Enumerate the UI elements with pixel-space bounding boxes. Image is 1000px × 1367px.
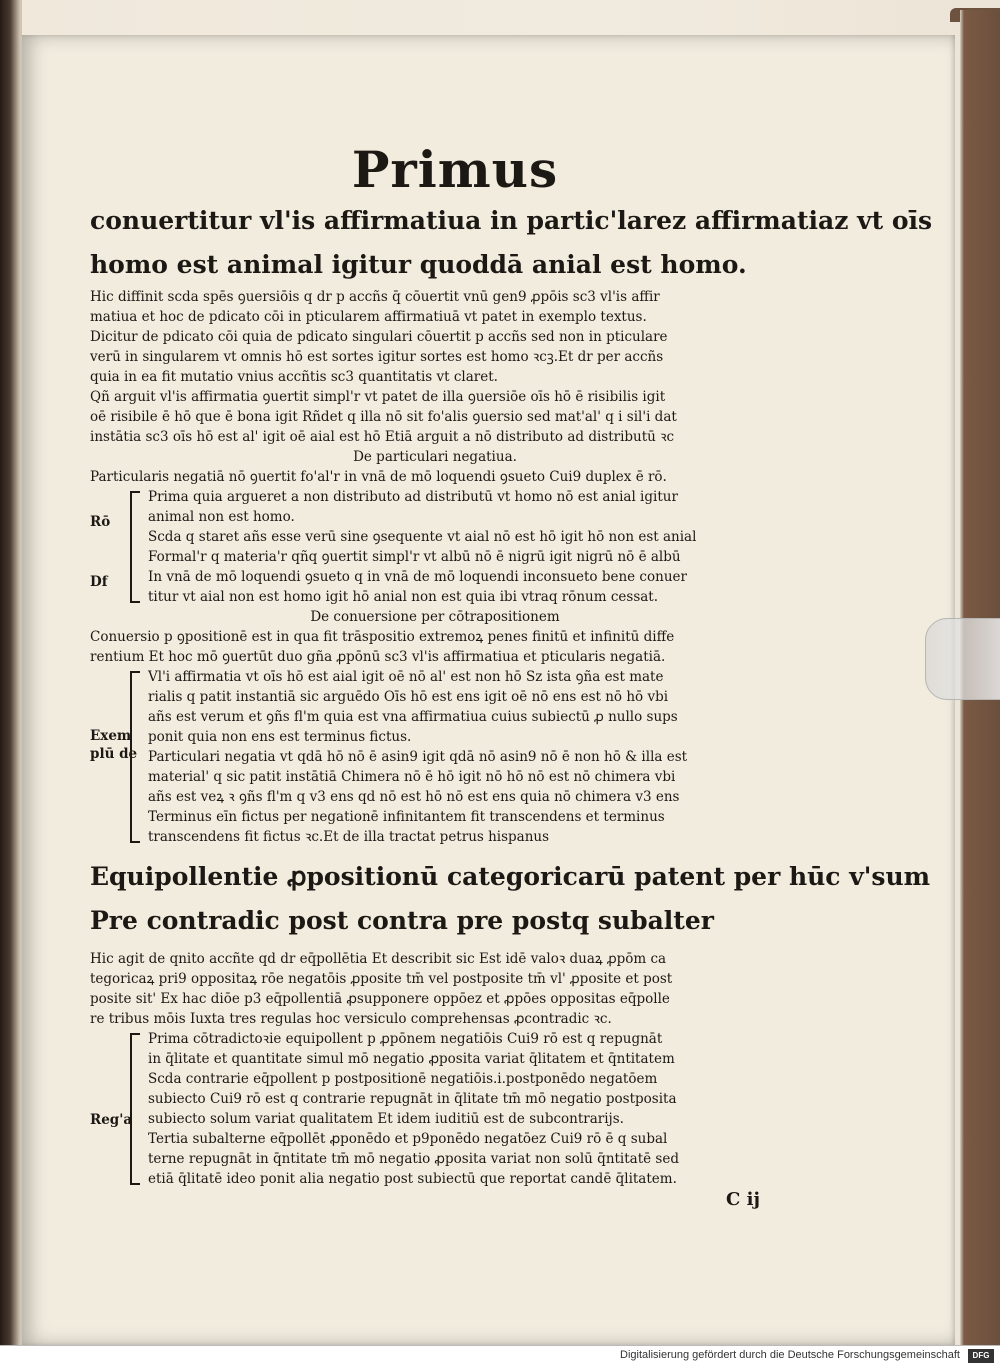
margin-gloss: Df	[90, 574, 108, 590]
text-line: Hic agit de qnito accñte qd dr eq̄pollētia Et describit sic Est idē valoꝛ duaꝝ ꝓpōm ca	[90, 951, 667, 967]
bracket-block-2	[90, 667, 780, 847]
text-line: Qñ arguit vl'is affirmatia ꝯuertit simpl'r vt patet de illa ꝯuersiōe oīs hō ē risibilis igit	[90, 389, 666, 405]
text-line: matiua et hoc de pdicato cōi in pticularem affirmatiuā vt patet in exemplo textus.	[90, 309, 647, 325]
bracket-block-1	[90, 487, 780, 607]
text-line: Prima quia argueret a non distributo ad distributū vt homo nō est anial igitur	[148, 489, 678, 505]
margin-gloss: Reg'a	[90, 1112, 133, 1128]
text-line: Conuersio p ꝯpositionē est in qua fit trāspositio extremoꝝ penes finitū et infinitū diffe	[90, 629, 675, 645]
subheading-particular-negative: De particulari negatiua.	[353, 449, 517, 465]
text-line: rialis q patit instantiā sic arguēdo Oīs hō est ens igit oē nō ens est nō hō vbi	[148, 689, 669, 705]
text-line: Prima cōtradictoꝛie equipollent p ꝓpōnem negatiōis Cui9 rō est q repugnāt	[148, 1031, 663, 1047]
bracket-block-3	[90, 1029, 780, 1189]
text-line: etiā q̄litatē ideo ponit alia negatio post subiectū que reportat candē q̄litatem.	[148, 1171, 677, 1187]
margin-gloss: Rō	[90, 514, 111, 530]
text-line: Scda contrarie eq̄pollent p postpositionē negatiōis.i.postponēdo negatōem	[148, 1071, 658, 1087]
text-line: subiecto solum variat qualitatem Et idem iuditiū est de subcontrarijs.	[148, 1111, 624, 1127]
text-line: re tribus mōis Iuxta tres regulas hoc versiculo comprehensas ꝓcontradic ꝛc.	[90, 1011, 612, 1027]
equipollence-line-2: Pre contradic post contra pre postq subalter	[90, 906, 714, 935]
text-line: titur vt aial non est homo igit hō anial non est quia ibi vtraq rōnum cessat.	[148, 589, 659, 605]
text-line: Tertia subalterne eq̄pollēt ꝓponēdo et p9ponēdo negatōez Cui9 rō ē q subal	[148, 1131, 668, 1147]
text-line: añs est veꝝ ꝛ ꝯñs fl'm q v3 ens qd nō est hō nō est ens quia nō chimera v3 ens	[148, 789, 680, 805]
paragraph-5	[90, 949, 780, 1029]
dfg-logo-icon: DFG	[968, 1349, 994, 1363]
text-line: posite sit' Ex hac diōe p3 eq̄pollentiā ꝓsupponere oppōez et ꝓpōes oppositas eq̄polle	[90, 991, 670, 1007]
text-line: terne repugnāt in q̄ntitate tm̄ mō negatio ꝓposita variat non solū q̄ntitatē sed	[148, 1151, 679, 1167]
margin-gloss: Exem plū de	[90, 728, 138, 762]
text-line: in q̄litate et quantitate simul mō negatio ꝓposita variat q̄litatem et q̄ntitatem	[148, 1051, 675, 1067]
text-line: instātia sc3 oīs hō est al' igit oē aial est hō Etiā arguit a nō distributo ad distributū ꝛc	[90, 429, 675, 445]
funding-credit: Digitalisierung gefördert durch die Deutsche Forschungsgemeinschaft	[620, 1349, 960, 1361]
text-line: Particulari negatia vt qdā hō nō ē asin9 igit qdā nō asin9 nō ē non hō & illa est	[148, 749, 688, 765]
left-page-edge	[0, 0, 22, 1345]
signature-mark: C ij	[726, 1189, 760, 1210]
bracket	[130, 1033, 140, 1185]
conversion-line-2: homo est animal igitur quoddā anial est homo.	[90, 250, 747, 279]
text-line: añs est verum et ꝯñs fl'm quia est vna affirmatiua cuius subiectū ꝓ nullo sups	[148, 709, 678, 725]
paragraph-2	[90, 387, 780, 447]
text-line: subiecto Cui9 rō est q contrarie repugnāt in q̄litate tm̄ mō negatio postposita	[148, 1091, 677, 1107]
text-line: Particularis negatiā nō ꝯuertit fo'al'r in vnā de mō loquendi ꝯsueto Cui9 duplex ē rō.	[90, 469, 667, 485]
conversion-line-1: conuertitur vl'is affirmatiua in partic'larez affirmatiaz vt oīs	[90, 206, 933, 235]
page-text	[90, 140, 933, 1210]
text-line: tegoricaꝝ pri9 oppositaꝝ rōe negatōis ꝓposite tm̄ vel postposite tm̄ vl' ꝓposite et post	[90, 971, 673, 987]
text-line: Formal'r q materia'r qñq ꝯuertit simpl'r vt albū nō ē nigrū igit nigrū nō ē albū	[148, 549, 681, 565]
text-line: Scda q staret añs esse verū sine ꝯsequente vt aial nō est hō igit hō non est anial	[148, 529, 697, 545]
footer-bar	[0, 1345, 1000, 1367]
paragraph-1	[90, 287, 780, 387]
text-line: Hic diffinit scda spēs ꝯuersiōis q dr p accñs q̄ cōuertit vnū gen9 ꝓpōis sc3 vl'is affir	[90, 289, 660, 305]
subheading-contraposition: De conuersione per cōtrapositionem	[310, 609, 560, 625]
equipollence-line-1: Equipollentie ꝓpositionū categoricarū patent per hūc v'sum	[90, 862, 931, 891]
page-heading: Primus	[351, 140, 559, 199]
page-clip	[925, 618, 1000, 700]
text-line: verū in singularem vt omnis hō est sortes igitur sortes est homo ꝛcꝫ.Et dr per accñs	[90, 349, 664, 365]
text-line: transcendens fit fictus ꝛc.Et de illa tractat petrus hispanus	[148, 829, 550, 845]
text-line: material' q sic patit instātiā Chimera nō ē hō igit nō hō nō est nō chimera vbi	[148, 769, 676, 785]
text-line: Terminus eīn fictus per negationē infinitantem fit transcendens et terminus	[148, 809, 665, 825]
text-line: animal non est homo.	[148, 509, 295, 525]
text-line: quia in ea fit mutatio vnius accñtis sc3 quantitatis vt claret.	[90, 369, 498, 385]
text-line: Dicitur de pdicato cōi quia de pdicato singulari cōuertit p accñs sed non in pticulare	[90, 329, 668, 345]
text-line: In vnā de mō loquendi ꝯsueto q in vnā de mō loquendi inconsueto bene conuer	[148, 569, 687, 585]
text-line: rentium Et hoc mō ꝯuertūt duo gña ꝓpōnū sc3 vl'is affirmatiua et pticularis negatiā.	[90, 649, 666, 665]
text-line: oē risibile ē hō que ē bona igit Rñdet q illa nō sit fo'alis ꝯuersio sed mat'al' q i sil'i dat	[90, 409, 677, 425]
text-line: ponit quia non ens est terminus fictus.	[148, 729, 412, 745]
text-line: Vl'i affirmatia vt oīs hō est aial igit oē nō al' est non hō Sz ista ꝯña est mate	[148, 669, 664, 685]
